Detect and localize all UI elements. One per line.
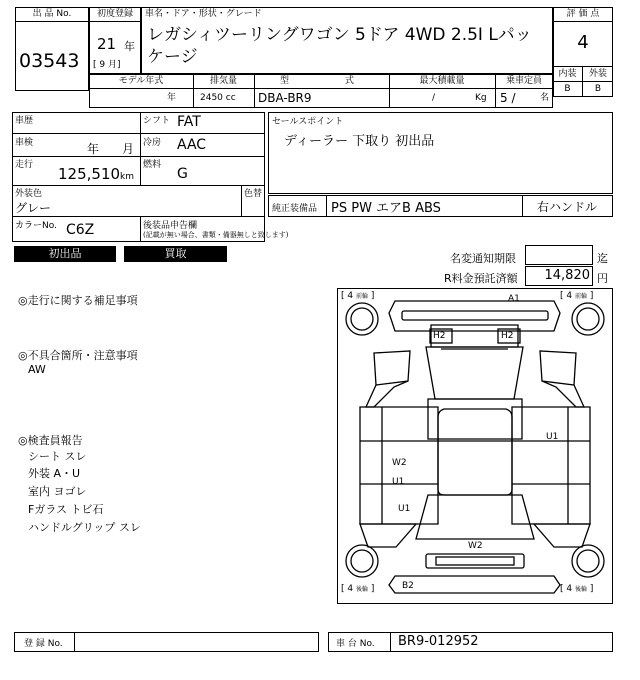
inspector-item: シート スレ: [28, 450, 87, 463]
displacement-value: 2450 cc: [200, 93, 236, 103]
recycle-value: 14,820: [544, 268, 590, 283]
chassis-no-divider: [390, 632, 391, 652]
name-change-unit: 迄: [597, 252, 608, 265]
handle-value: 右ハンドル: [537, 200, 598, 214]
corner-unit: 前輪: [355, 293, 368, 300]
inspector-title: ◎検査員報告: [18, 434, 83, 447]
lot-number: 03543: [19, 50, 80, 72]
recycle-label: R料金預託済額: [444, 272, 518, 285]
inspection-month: 月: [122, 142, 135, 156]
equipment-label: 純正装備品: [272, 204, 318, 214]
corner-label-rear-right: [ 4 後輪 ]: [560, 584, 594, 594]
details-hline-3: [12, 185, 265, 186]
color-no-label: カラーNo.: [15, 221, 57, 231]
ac-value: AAC: [177, 137, 207, 153]
corner-value: 4: [347, 291, 354, 301]
capacity-value: 5 /: [500, 91, 516, 105]
driving-title: ◎走行に関する補足事項: [18, 294, 138, 307]
defect-item: AW: [28, 363, 46, 376]
mileage-unit: km: [120, 172, 134, 182]
inspector-item: 室内 ヨゴレ: [28, 485, 87, 498]
color-change-label: 色替: [244, 189, 263, 199]
first-reg-label: 初度登録: [89, 7, 141, 22]
inspection-label: 車検: [15, 138, 34, 148]
mark-left-rear: U1: [398, 504, 411, 514]
details-vline-3: [140, 216, 141, 242]
corner-unit: 後輪: [574, 586, 587, 593]
mileage-label: 走行: [15, 160, 34, 170]
car-name-label: 車名・ドア・形状・グレード: [145, 9, 262, 19]
spec-row-divider: [89, 88, 553, 89]
chassis-no-label: 車 台 No.: [336, 639, 375, 649]
name-change-label: 名変通知期限: [450, 252, 516, 265]
interior-grade: B: [553, 81, 583, 97]
corner-unit: 後輪: [355, 586, 368, 593]
load-unit: Kg: [475, 93, 487, 103]
interior-label: 内装: [553, 66, 583, 81]
details-hline-4: [12, 216, 265, 217]
equipment-value: PS PW エアB ABS: [331, 201, 441, 216]
fuel-value: G: [177, 166, 188, 182]
inspection-year: 年: [87, 142, 100, 156]
inspector-item: 外装 A・U: [28, 467, 81, 480]
corner-value: 4: [566, 584, 573, 594]
first-reg-year-unit: 年: [124, 40, 135, 53]
sales-point-value: ディーラー 下取り 初出品: [284, 134, 435, 149]
shift-value: FAT: [177, 114, 201, 130]
equipment-divider-2: [522, 195, 523, 217]
exterior-label: 外装: [583, 66, 613, 81]
name-change-box: [525, 245, 593, 265]
color-no-value: C6Z: [66, 222, 95, 238]
history-label: 車歴: [15, 116, 34, 126]
first-listing-tag: 初出品: [14, 246, 116, 262]
inspector-item: Fガラス トビ石: [28, 503, 104, 516]
model-year-unit: 年: [167, 93, 177, 103]
corner-value: 4: [347, 584, 354, 594]
type-label: 型: [280, 76, 290, 86]
corner-value: 4: [566, 291, 573, 301]
reg-no-divider: [74, 632, 75, 652]
mark-hood-right: H2: [501, 331, 514, 341]
left-side-outline: [374, 351, 410, 385]
details-vline-1: [140, 112, 141, 185]
chassis-no-value: BR9-012952: [398, 634, 479, 649]
corner-label-front-right: [ 4 前輪 ]: [560, 291, 594, 301]
lot-label: 出 品 No.: [15, 7, 89, 22]
shift-label: シフト: [143, 116, 171, 126]
aftermarket-note: (記載が無い場合、書類・備器無しと致します): [143, 231, 289, 239]
ext-color-label: 外装色: [15, 189, 43, 199]
inspector-item: ハンドルグリップ スレ: [28, 521, 141, 534]
ext-color-value: グレー: [15, 201, 52, 215]
capacity-unit: 名: [540, 93, 550, 103]
aftermarket-label: 後装品申告欄: [143, 221, 198, 231]
details-hline-2: [12, 156, 265, 157]
rear-bumper-outline: [389, 576, 560, 593]
mark-left-door-u: U1: [392, 477, 405, 487]
recycle-unit: 円: [597, 272, 608, 285]
score-label: 評 価 点: [553, 7, 613, 22]
defect-title: ◎不具合箇所・注意事項: [18, 349, 138, 362]
type-value: DBA-BR9: [258, 91, 312, 105]
mark-front-bumper: A1: [508, 294, 520, 304]
displacement-label: 排気量: [209, 76, 237, 86]
corner-label-front-left: [ 4 前輪 ]: [341, 291, 375, 301]
first-reg-year: 21: [97, 35, 117, 53]
equipment-divider-1: [326, 195, 327, 217]
first-reg-month: [ 9 月]: [93, 60, 121, 70]
capacity-label: 乗車定員: [505, 76, 542, 86]
corner-unit: 前輪: [574, 293, 587, 300]
reg-no-label: 登 録 No.: [24, 639, 63, 649]
car-name: レガシィツーリングワゴン 5ドア 4WD 2.5I Lパッケージ: [147, 25, 532, 67]
type-label-2: 式: [345, 76, 355, 86]
details-vline-2: [241, 185, 242, 216]
front-bumper-outline: [389, 301, 560, 331]
exterior-grade: B: [583, 81, 613, 97]
car-diagram: [337, 288, 613, 604]
load-value: /: [432, 93, 436, 103]
score-value: 4: [577, 32, 589, 53]
mark-hood-left: H2: [433, 331, 446, 341]
spec-divider-2: [254, 74, 255, 108]
sales-point-label: セールスポイント: [272, 117, 344, 127]
purchase-tag: 買取: [124, 246, 227, 262]
roof-outline: [438, 409, 512, 495]
ac-label: 冷房: [143, 138, 162, 148]
model-year-label: モデル年式: [118, 76, 164, 86]
car-diagram-svg: [338, 289, 612, 603]
mark-rear-bumper: B2: [402, 581, 414, 591]
load-label: 最大積載量: [419, 76, 465, 86]
mark-right-door: U1: [546, 432, 559, 442]
corner-label-rear-left: [ 4 後輪 ]: [341, 584, 375, 594]
details-hline-1: [12, 133, 265, 134]
fuel-label: 燃料: [143, 160, 162, 170]
mileage-value: 125,510: [58, 165, 121, 183]
mark-left-door-w: W2: [392, 458, 407, 468]
mark-rear-glass: W2: [468, 541, 483, 551]
